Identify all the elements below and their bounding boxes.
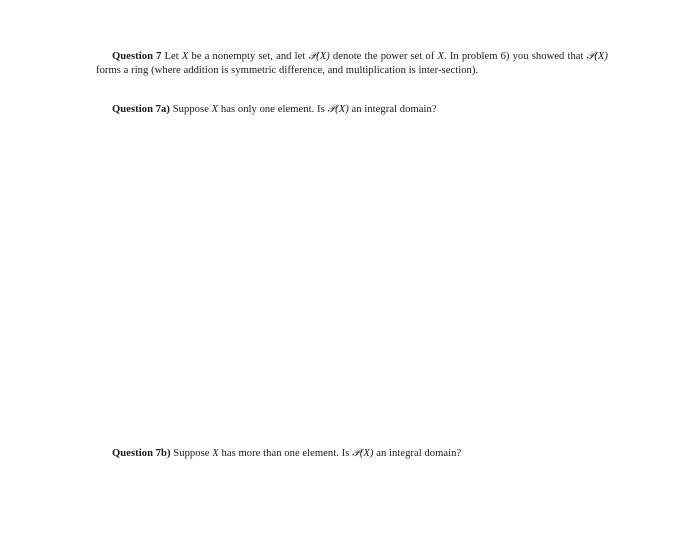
question-7-text: denote the power set of bbox=[329, 51, 438, 62]
math-x: X bbox=[211, 104, 219, 115]
question-7a-text: Suppose bbox=[170, 104, 212, 115]
question-7a-label: Question 7a) bbox=[112, 104, 170, 115]
question-7b-text: has more than one element. Is bbox=[218, 448, 353, 459]
question-7-paragraph bbox=[96, 50, 608, 78]
question-7b-label: Question 7b) bbox=[112, 448, 171, 459]
math-x: X bbox=[212, 448, 219, 459]
question-7a-paragraph bbox=[112, 103, 608, 117]
math-power-set: 𝒫(X) bbox=[327, 104, 349, 115]
question-7a-text: has only one element. Is bbox=[218, 104, 328, 115]
question-7a-text: an integral domain? bbox=[348, 104, 437, 115]
question-7-label: Question 7 bbox=[112, 51, 162, 62]
math-power-set: 𝒫(X) bbox=[586, 51, 609, 62]
question-7b-paragraph bbox=[112, 447, 608, 461]
question-7-text: Let bbox=[161, 51, 182, 62]
math-x: X bbox=[181, 51, 189, 62]
question-7-text: be a nonempty set, and let bbox=[188, 51, 309, 62]
math-power-set: 𝒫(X) bbox=[352, 448, 374, 459]
math-power-set: 𝒫(X) bbox=[308, 51, 330, 62]
math-x: X bbox=[437, 51, 445, 62]
question-7-text: forms a ring (where addition is symmetric difference, and multiplication is inter-section). bbox=[96, 65, 479, 76]
question-7b-text: Suppose bbox=[170, 448, 213, 459]
question-7b-text: an integral domain? bbox=[373, 448, 462, 459]
question-7-text: . In problem 6) you showed that bbox=[444, 51, 587, 62]
